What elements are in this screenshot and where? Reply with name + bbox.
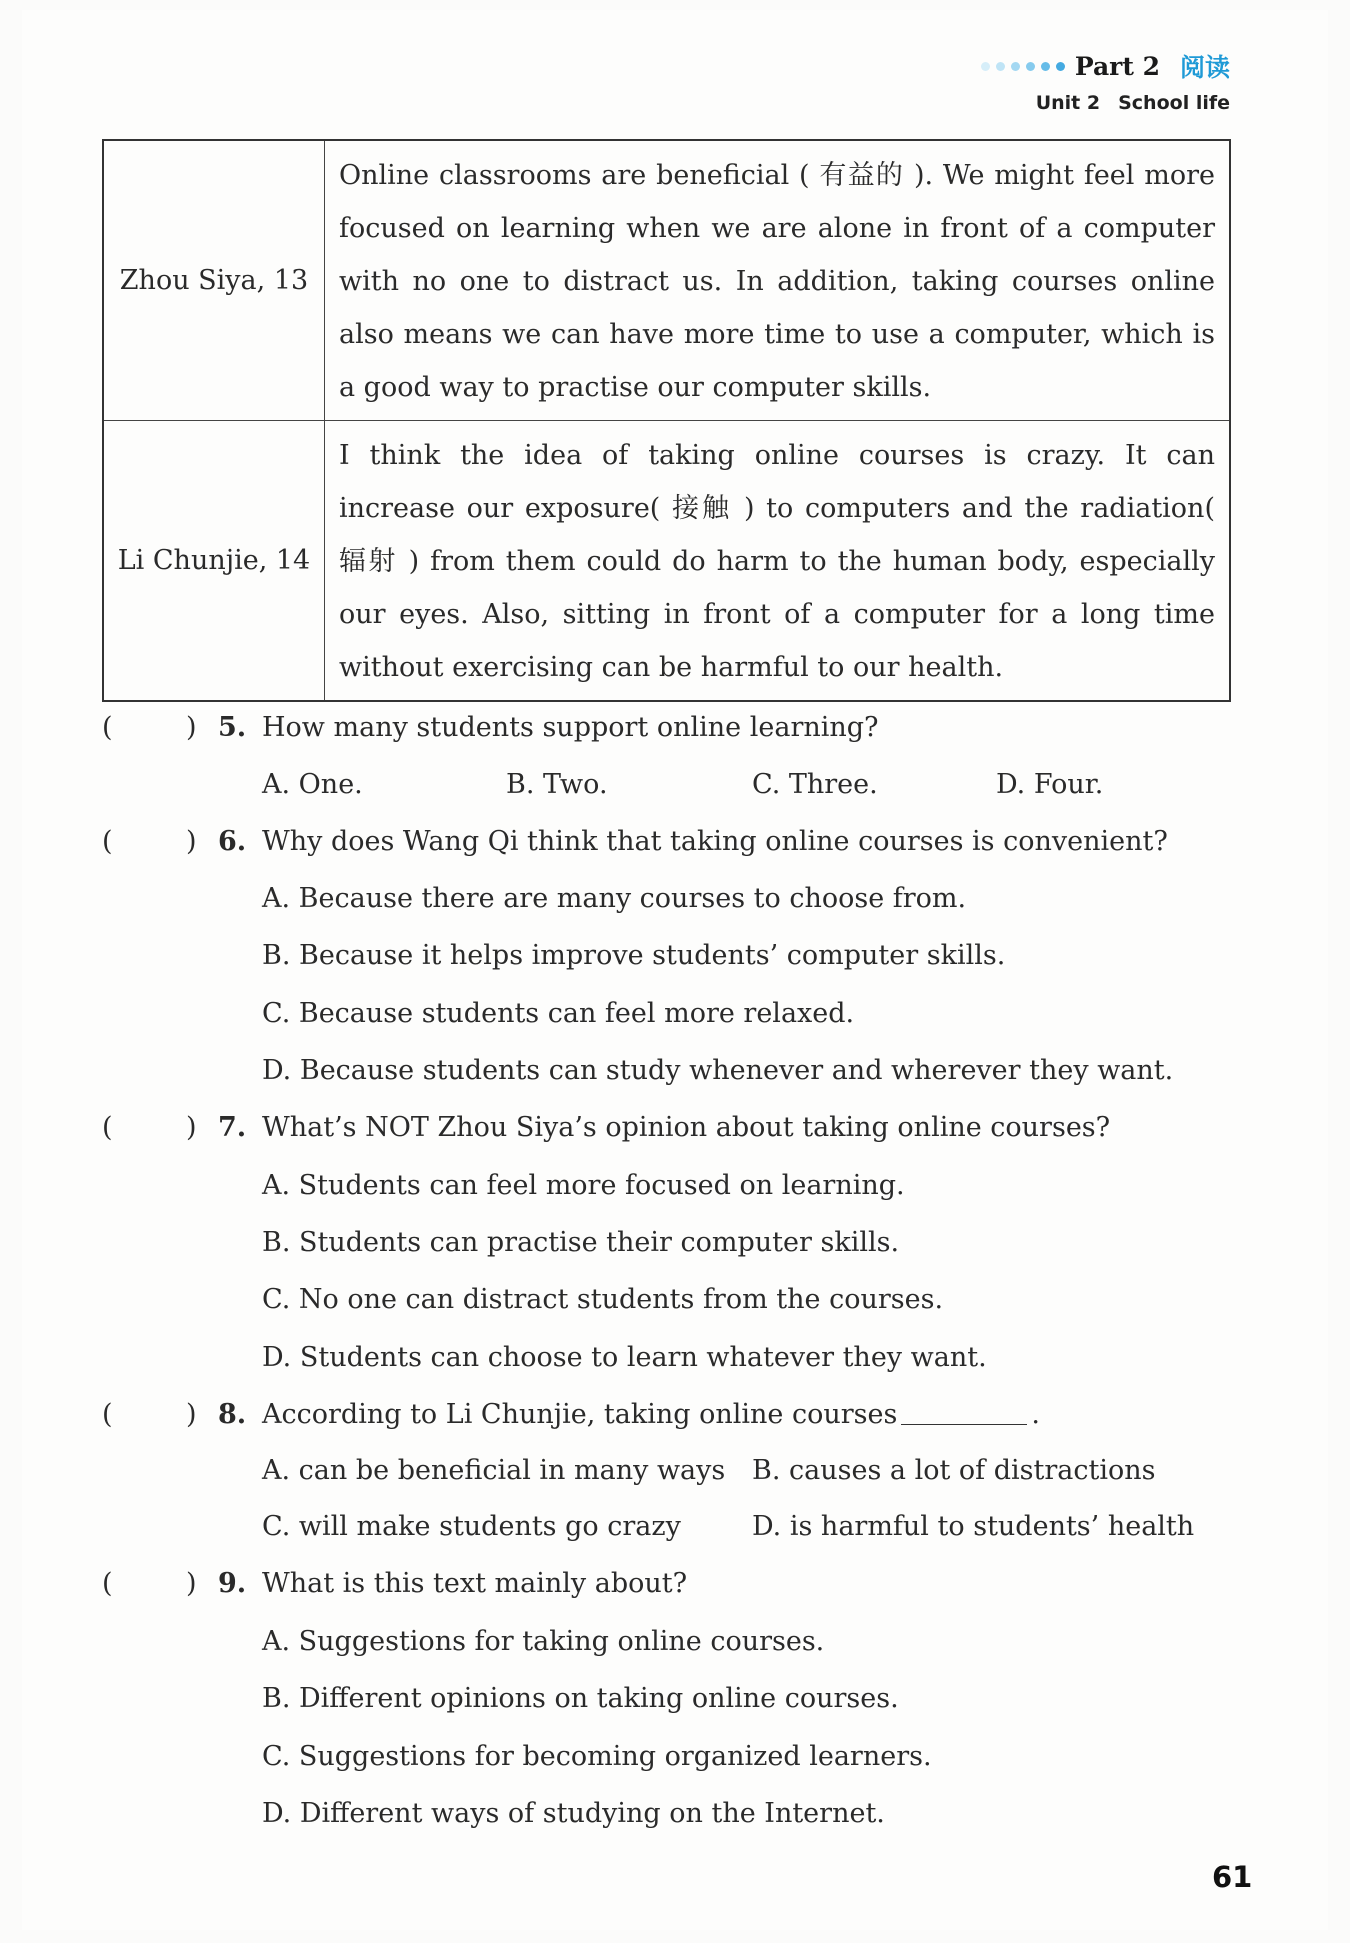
question-number: 9. [218,1568,247,1599]
question-text: What is this text mainly about? [262,1568,688,1599]
question-number: 8. [218,1399,247,1430]
question-text: Why does Wang Qi think that taking online courses is convenient? [262,826,1168,857]
option-a: A. Suggestions for taking online courses. [262,1626,825,1657]
option-b: B. causes a lot of distractions [752,1455,1156,1486]
running-header [981,48,1230,114]
dot-icon [1026,62,1035,71]
table-row [103,140,1230,421]
answer-paren-close: ) [186,1112,197,1143]
question-number: 5. [218,712,247,743]
option-d: D. is harmful to students’ health [752,1511,1195,1542]
option-d: D. Four. [996,769,1104,800]
option-c: C. will make students go crazy [262,1511,681,1542]
option-d: D. Different ways of studying on the Internet. [262,1798,885,1829]
opinion-line: one to distract us. In addition, taking courses online also means we [339,266,1215,350]
opinion-line: focused on learning when we are alone in front of a computer with no [339,213,1215,297]
student-name: Zhou Siya, 13 [103,140,325,421]
question-number: 6. [218,826,247,857]
answer-paren-close: ) [186,1399,197,1430]
option-c: C. No one can distract students from the courses. [262,1284,944,1315]
dot-icon [1041,62,1050,71]
question-text: What’s NOT Zhou Siya’s opinion about taking online courses? [262,1112,1111,1143]
answer-paren-open: ( [102,712,113,743]
option-a: A. Because there are many courses to choose from. [262,883,967,914]
opinion-line: I think the idea of taking online courses is crazy. It can increase our [339,440,1215,524]
opinion-line: Online classrooms are beneficial ( 有益的 ). We might feel more [339,160,1215,191]
option-c: C. Because students can feel more relaxed. [262,998,855,1029]
dot-icon [996,62,1005,71]
option-a: A. One. [262,769,363,800]
opinion-line: exposure( 接触 ) to computers and the radiation( 辐射 ) from them [339,493,1215,577]
answer-paren-open: ( [102,1568,113,1599]
option-b: B. Because it helps improve students’ computer skills. [262,940,1006,971]
question-text-end: . [1031,1399,1040,1430]
dot-icon [981,62,990,71]
section-label: 阅读 [1179,53,1230,82]
table-row [103,421,1230,702]
opinion-line: could do harm to the human body, especially our eyes. Also, sitting [339,546,1215,630]
answer-paren-close: ) [186,826,197,857]
option-d: D. Students can choose to learn whatever they want. [262,1342,987,1373]
question-text-wrap [262,1399,1040,1430]
option-a: A. Students can feel more focused on learning. [262,1170,905,1201]
answer-paren-close: ) [186,1568,197,1599]
question-number: 7. [218,1112,247,1143]
part-label: Part 2 [1074,51,1160,81]
option-c: C. Suggestions for becoming organized learners. [262,1741,932,1772]
question-text: How many students support online learning? [262,712,879,743]
opinion-line: can have more time to use a computer, which is a good way to [339,319,1215,403]
student-name: Li Chunjie, 14 [103,421,325,702]
answer-paren-open: ( [102,1399,113,1430]
dot-icon [1011,62,1020,71]
answer-blank[interactable] [901,1424,1027,1425]
student-opinion [325,140,1231,421]
option-b: B. Different opinions on taking online courses. [262,1683,899,1714]
dot-icon [1056,62,1065,71]
opinion-line: practise our computer skills. [538,372,932,403]
opinion-line: harmful to our health. [700,652,1004,683]
answer-paren-open: ( [102,826,113,857]
student-opinion [325,421,1231,702]
opinion-table [102,139,1231,702]
page-number: 61 [1212,1860,1253,1894]
opinion-line: in front of a computer for a long time without exercising can be [339,599,1215,683]
option-b: B. Students can practise their computer skills. [262,1227,900,1258]
unit-label: Unit 2 [1035,92,1101,114]
option-c: C. Three. [752,769,878,800]
answer-paren-open: ( [102,1112,113,1143]
topic-label: School life [1118,92,1230,114]
option-d: D. Because students can study whenever and wherever they want. [262,1055,1174,1086]
answer-paren-close: ) [186,712,197,743]
question-text: According to Li Chunjie, taking online courses [262,1399,898,1430]
option-a: A. can be beneficial in many ways [262,1455,726,1486]
option-b: B. Two. [506,769,608,800]
decorative-dots [981,62,1065,71]
